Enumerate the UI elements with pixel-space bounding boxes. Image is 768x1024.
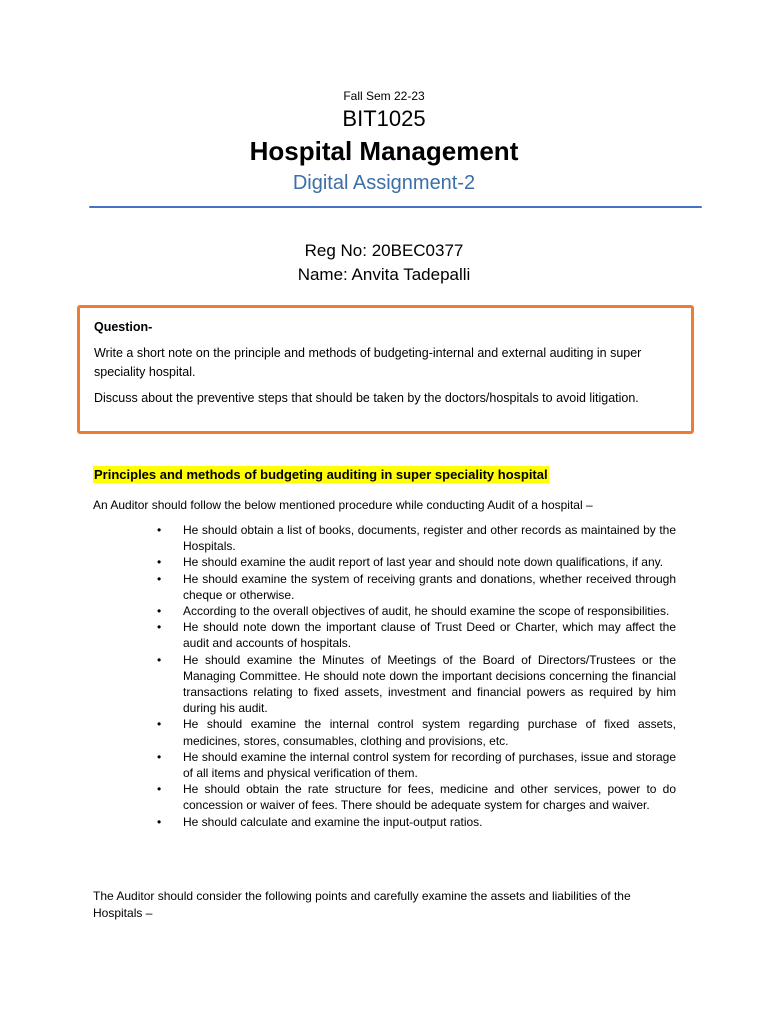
list-item xyxy=(157,522,676,554)
list-item-text: He should examine the audit report of last year and should note down qualifications, if any. xyxy=(183,555,664,570)
list-item xyxy=(157,554,676,570)
list-item xyxy=(157,619,676,651)
bullet-icon: • xyxy=(157,604,162,619)
semester-label: Fall Sem 22-23 xyxy=(343,89,425,103)
registration-number: Reg No: 20BEC0377 xyxy=(304,241,464,260)
bullet-icon: • xyxy=(157,571,162,586)
bullet-icon: • xyxy=(157,652,162,667)
bullet-icon: • xyxy=(157,717,162,732)
bullet-icon: • xyxy=(157,782,162,797)
list-item xyxy=(157,781,676,813)
bullet-icon: • xyxy=(157,620,162,635)
list-item xyxy=(157,571,676,603)
list-item xyxy=(157,814,676,830)
assignment-title: Digital Assignment-2 xyxy=(292,172,476,194)
question-paragraph: Discuss about the preventive steps that should be taken by the doctors/hospitals to avoid litigation. xyxy=(94,391,639,405)
closing-paragraph: The Auditor should consider the following points and carefully examine the assets and liabilities of the Hospitals – xyxy=(93,889,631,920)
list-item-text: He should note down the important clause of Trust Deed or Charter, which may affect the audit and accounts of hospitals. xyxy=(183,620,676,651)
course-code: BIT1025 xyxy=(342,106,426,131)
title-divider xyxy=(89,206,702,208)
list-item-text: He should examine the internal control system for recording of purchases, issue and storage of all items and physical verification of them. xyxy=(183,749,676,781)
section-heading: Principles and methods of budgeting auditing in super speciality hospital xyxy=(94,467,548,482)
question-box xyxy=(77,305,694,434)
student-name: Name: Anvita Tadepalli xyxy=(297,265,471,284)
bullet-icon: • xyxy=(157,523,162,537)
question-label: Question- xyxy=(94,320,153,334)
audit-procedure-list xyxy=(157,522,676,830)
bullet-icon: • xyxy=(157,749,162,764)
list-item-text: He should obtain the rate structure for fees, medicine and other services, power to do concession or waiver of fees. There should be adequate system for charges and waiver. xyxy=(183,782,676,813)
list-item-text: He should examine the internal control system regarding purchase of fixed assets, medicines, stores, consumables, clothing and provisions, etc. xyxy=(183,717,676,748)
bullet-icon: • xyxy=(157,555,162,570)
bullet-icon: • xyxy=(157,814,162,829)
list-item xyxy=(157,716,676,748)
list-item-text: According to the overall objectives of audit, he should examine the scope of responsibilities. xyxy=(183,604,670,619)
list-item-text: He should calculate and examine the input-output ratios. xyxy=(183,814,483,829)
list-item xyxy=(157,603,676,619)
question-paragraph: Write a short note on the principle and methods of budgeting-internal and external auditing in super speciality hospital. xyxy=(94,346,642,379)
list-item-text: He should examine the Minutes of Meetings of the Board of Directors/Trustees or the Managing Committee. He should note down the important decisions concerning the financial transactions relating to fixed assets, investment and financial powers as required by him during his audit. xyxy=(183,652,676,716)
list-item xyxy=(157,652,676,717)
course-title: Hospital Management xyxy=(249,136,519,166)
list-item-text: He should examine the system of receiving grants and donations, whether received through cheque or otherwise. xyxy=(183,571,676,602)
list-item xyxy=(157,749,676,781)
list-item-text: He should obtain a list of books, documents, register and other records as maintained by the Hospitals. xyxy=(183,523,676,554)
intro-paragraph: An Auditor should follow the below mentioned procedure while conducting Audit of a hospital – xyxy=(93,498,593,512)
